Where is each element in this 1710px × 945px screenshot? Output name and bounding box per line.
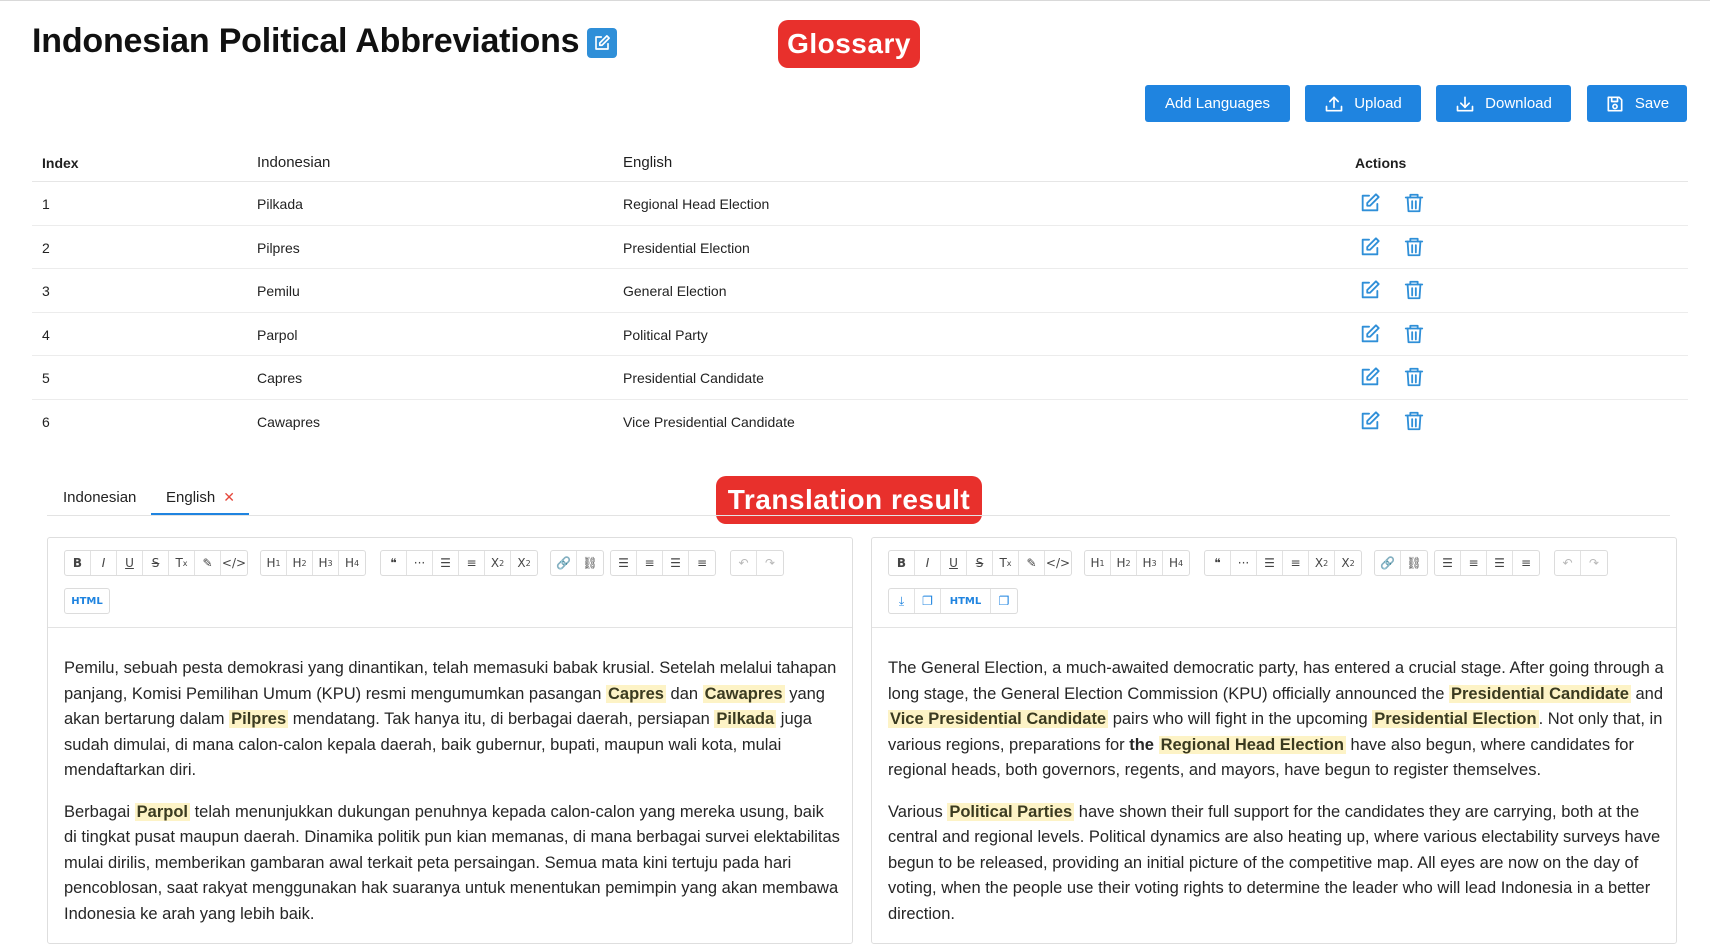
source-editor (47, 537, 853, 944)
edit-title-button[interactable] (587, 28, 617, 58)
header-actions: Actions (1355, 155, 1407, 171)
header-indonesian: Indonesian (257, 154, 331, 171)
bullet-list-icon[interactable]: ☰ (1257, 551, 1283, 575)
cell-english: Regional Head Election (623, 196, 770, 212)
heading-3-icon[interactable]: H 3 (313, 551, 339, 575)
more-icon[interactable]: ··· (407, 551, 433, 575)
undo-icon[interactable]: ↶ (731, 551, 757, 575)
table-header (32, 142, 1688, 182)
trash-icon[interactable] (1403, 279, 1425, 301)
align-justify-icon[interactable]: ☰ (1487, 551, 1513, 575)
glossary-annotation-badge: Glossary (778, 20, 920, 68)
code-icon[interactable]: </> (1045, 556, 1071, 570)
cell-english: Political Party (623, 326, 708, 343)
download-icon[interactable]: ⤓ (889, 589, 915, 613)
align-right-icon[interactable]: ≡ (1520, 556, 1532, 570)
bold-icon[interactable]: B (65, 551, 91, 575)
cell-index: 3 (42, 283, 50, 300)
toolbar-group (64, 550, 248, 576)
italic-icon[interactable]: I (915, 551, 941, 575)
glossary-term: Parpol (136, 802, 188, 821)
edit-icon (593, 34, 611, 52)
upload-icon (1324, 94, 1344, 114)
trash-icon[interactable] (1403, 366, 1425, 388)
cell-english: General Election (623, 283, 727, 300)
align-center-icon[interactable]: ≡ (637, 551, 663, 575)
subscript-icon[interactable]: X 2 (1309, 551, 1335, 575)
target-paragraph-2: Various Political Parties have shown their full support for the candidates they are carrying, both at the central and regional levels. Political dynamics are also heating up, where various electability surveys have begun to be released, providing an initial picture of the competitive map. All eyes are now on the day of voting, when the people use their voting rights to determine the leader who will lead Indonesia in a better direction. (888, 802, 1661, 923)
edit-icon[interactable] (1359, 410, 1381, 432)
tab-indonesian[interactable]: Indonesian (63, 489, 137, 506)
redo-icon[interactable]: ↷ (1588, 556, 1600, 570)
copy-icon[interactable]: ❐ (915, 589, 941, 613)
upload-button[interactable] (1305, 85, 1421, 122)
clear-format-icon[interactable]: T x (993, 551, 1019, 575)
superscript-icon[interactable]: X 2 (517, 556, 531, 570)
download-icon (1455, 94, 1475, 114)
html-source-button[interactable]: HTML (941, 589, 991, 613)
undo-icon[interactable]: ↶ (1555, 551, 1581, 575)
blockquote-icon[interactable]: ❝ (1205, 551, 1231, 575)
heading-2-icon[interactable]: H 2 (1111, 551, 1137, 575)
heading-4-icon[interactable]: H 4 (344, 556, 360, 570)
target-editor-content[interactable] (888, 656, 1664, 943)
cell-indonesian: Cawapres (257, 413, 321, 430)
glossary-term: Regional Head Election (1160, 735, 1344, 754)
header-index: Index (42, 155, 79, 171)
add-languages-button[interactable] (1145, 85, 1290, 122)
superscript-icon[interactable]: X 2 (1341, 556, 1355, 570)
page-title: Indonesian Political Abbreviations (32, 22, 580, 60)
unlink-icon[interactable]: ⛓ (1406, 556, 1422, 570)
more-icon[interactable]: ··· (1231, 551, 1257, 575)
unlink-icon[interactable]: ⛓ (582, 556, 598, 570)
toolbar-group (1084, 550, 1190, 576)
edit-icon[interactable] (1359, 279, 1381, 301)
tab-english-label: English (166, 489, 216, 506)
save-label: Save (1634, 95, 1670, 112)
target-editor (871, 537, 1677, 944)
target-editor-toolbar (872, 538, 1676, 628)
cell-index: 6 (42, 413, 50, 430)
edit-icon[interactable] (1359, 192, 1381, 214)
align-center-icon[interactable]: ≡ (1461, 551, 1487, 575)
toolbar-group (888, 550, 1072, 576)
download-label: Download (1485, 95, 1552, 112)
toolbar-group (1204, 550, 1362, 576)
code-icon[interactable]: </> (221, 556, 247, 570)
bold-icon[interactable]: B (889, 551, 915, 575)
copy-html-icon[interactable]: ❐ (998, 594, 1010, 608)
glossary-table (32, 142, 1688, 444)
source-editor-content[interactable] (64, 656, 840, 943)
link-icon[interactable]: 🔗 (1375, 551, 1401, 575)
highlight-icon[interactable]: ✎ (1019, 551, 1045, 575)
close-icon[interactable]: ✕ (223, 489, 235, 505)
trash-icon[interactable] (1403, 192, 1425, 214)
glossary-term: Vice Presidential Candidate (890, 710, 1107, 728)
target-paragraph-1: The General Election, a much-awaited democratic party, has entered a crucial stage. After going through a long stage, the General Election Commission (KPU) officially announced the Presidential Candidate and Vice Presidential Candidate pairs who will fight in the upcoming Presidential Election . Not only that, in various regions, preparations for the Regional Head Election have also begun, where candidates for regional heads, both governors, regents, and mayors, have begun to register themselves. (888, 659, 1664, 779)
heading-2-icon[interactable]: H 2 (287, 551, 313, 575)
redo-icon[interactable]: ↷ (764, 556, 776, 570)
toolbar-group (888, 588, 1018, 614)
ordered-list-icon[interactable]: ≡ (1283, 551, 1309, 575)
toolbar-group (260, 550, 366, 576)
upload-label: Upload (1354, 95, 1402, 112)
cell-indonesian: Parpol (257, 326, 298, 343)
edit-icon[interactable] (1359, 366, 1381, 388)
download-button[interactable] (1436, 85, 1571, 122)
cell-english: Presidential Candidate (623, 370, 764, 387)
language-tabs (47, 483, 1670, 516)
cell-index: 4 (42, 326, 50, 343)
toolbar-group (610, 550, 716, 576)
edit-icon[interactable] (1359, 236, 1381, 258)
table-row (32, 400, 1688, 444)
heading-1-icon[interactable]: H 1 (1085, 551, 1111, 575)
blockquote-icon[interactable]: ❝ (381, 551, 407, 575)
cell-english: Vice Presidential Candidate (623, 413, 795, 430)
toolbar-group (550, 550, 604, 576)
trash-icon[interactable] (1403, 236, 1425, 258)
edit-icon[interactable] (1359, 323, 1381, 345)
cell-index: 5 (42, 370, 50, 387)
trash-icon[interactable] (1403, 410, 1425, 432)
table-row (32, 182, 1688, 226)
underline-icon[interactable]: U (941, 551, 967, 575)
subscript-icon[interactable]: X 2 (485, 551, 511, 575)
link-icon[interactable]: 🔗 (551, 551, 577, 575)
top-divider (0, 0, 1710, 1)
glossary-term: Political Parties (949, 802, 1073, 821)
source-paragraph-1: Pemilu, sebuah pesta demokrasi yang dinantikan, telah memasuki babak krusial. Setelah melalui tahapan panjang, Komisi Pemilihan Umum (KPU) resmi mengumumkan pasangan Capres dan Cawapres yang akan bertarung dalam Pilpres mendatang. Tak hanya itu, di berbagai daerah, persiapan Pilkada juga sudah dimulai, di mana calon-calon kepala daerah, baik gubernur, bupati, maupun wali kota, mulai mendaftarkan diri. (64, 659, 837, 779)
glossary-term: Pilpres (231, 710, 287, 728)
glossary-term: Presidential Candidate (1451, 684, 1629, 703)
active-tab-indicator (151, 513, 249, 515)
toolbar-group (1374, 550, 1428, 576)
table-row (32, 313, 1688, 357)
cell-indonesian: Pilkada (257, 196, 303, 212)
underline-icon[interactable]: U (117, 551, 143, 575)
heading-3-icon[interactable]: H 3 (1137, 551, 1163, 575)
source-paragraph-2: Berbagai Parpol telah menunjukkan dukungan penuhnya kepada calon-calon yang mereka usung, baik di tingkat pusat maupun daerah. Dinamika politik pun kian memanas, di mana berbagai survei elektabilitas mulai dirilis, memberikan gambaran awal terkait peta persaingan. Semua mata kini tertuju pada hari pencoblosan, saat rakyat menggunakan hak suaranya untuk menentukan pemimpin yang akan membawa Indonesia ke arah yang lebih baik. (64, 802, 840, 923)
save-button[interactable] (1587, 85, 1687, 122)
glossary-term: Capres (607, 684, 664, 703)
tab-english[interactable] (166, 489, 235, 514)
cell-indonesian: Pilpres (257, 239, 300, 256)
align-left-icon[interactable]: ☰ (1435, 551, 1461, 575)
table-body (32, 182, 1688, 444)
save-icon (1605, 94, 1625, 114)
strikethrough-icon[interactable]: S (967, 551, 993, 575)
table-row (32, 226, 1688, 270)
table-row (32, 356, 1688, 400)
header-english: English (623, 154, 673, 171)
toolbar-group (730, 550, 784, 576)
cell-index: 1 (42, 196, 50, 212)
cell-index: 2 (42, 239, 50, 256)
translation-result-annotation-badge: Translation result (716, 476, 982, 524)
align-left-icon[interactable]: ☰ (611, 551, 637, 575)
heading-4-icon[interactable]: H 4 (1168, 556, 1184, 570)
glossary-term: Cawapres (704, 684, 783, 703)
clear-format-icon[interactable]: T x (169, 551, 195, 575)
ordered-list-icon[interactable]: ≡ (459, 551, 485, 575)
glossary-term: Pilkada (716, 710, 775, 728)
toolbar-group (380, 550, 538, 576)
align-right-icon[interactable]: ≡ (696, 556, 708, 570)
cell-indonesian: Capres (257, 370, 303, 387)
html-source-button[interactable]: HTML (64, 588, 110, 614)
heading-1-icon[interactable]: H 1 (261, 551, 287, 575)
table-row (32, 269, 1688, 313)
cell-english: Presidential Election (623, 239, 750, 256)
source-editor-toolbar (48, 538, 852, 628)
strikethrough-icon[interactable]: S (143, 551, 169, 575)
bullet-list-icon[interactable]: ☰ (433, 551, 459, 575)
glossary-term: Presidential Election (1374, 710, 1537, 728)
highlight-icon[interactable]: ✎ (195, 551, 221, 575)
trash-icon[interactable] (1403, 323, 1425, 345)
align-justify-icon[interactable]: ☰ (663, 551, 689, 575)
add-languages-label: Add Languages (1164, 95, 1271, 112)
toolbar-group (1434, 550, 1540, 576)
italic-icon[interactable]: I (91, 551, 117, 575)
toolbar-group (1554, 550, 1608, 576)
cell-indonesian: Pemilu (257, 283, 300, 300)
